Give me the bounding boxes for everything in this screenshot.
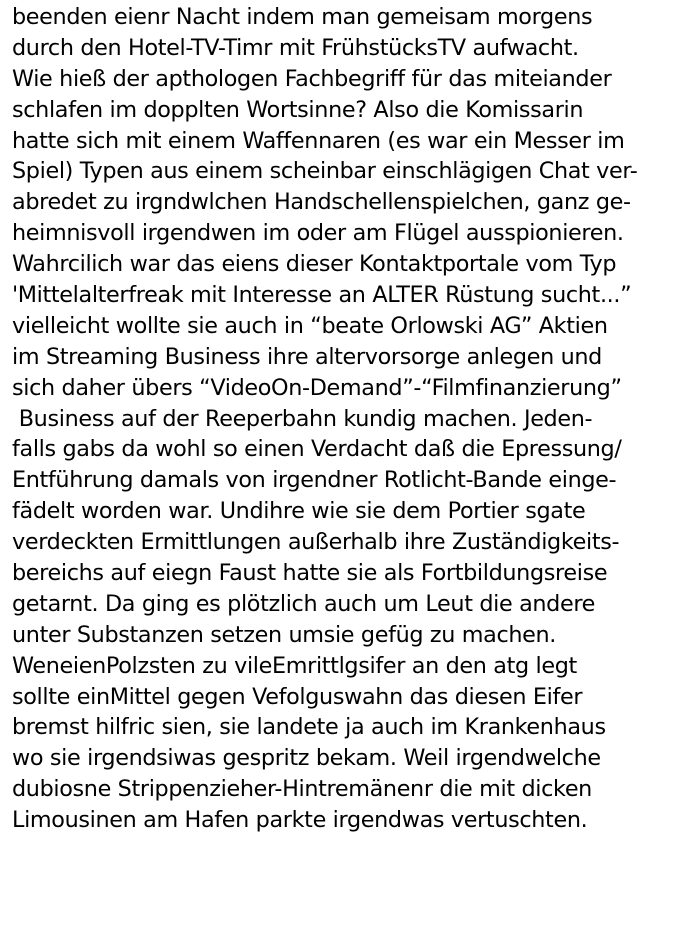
text-line: beenden eienr Nacht indem man gemeisam morgens [12,4,593,30]
text-line: vielleicht wollte sie auch in “beate Orlowski AG” Aktien [12,312,608,339]
text-line: hatte sich mit einem Waffennaren (es war ein Messer im [12,127,625,154]
text-line: durch den Hotel-TV-Timr mit FrühstücksTV aufwacht. [12,34,579,61]
text-line: Wie hieß der apthologen Fachbegriff für das miteiander [12,65,612,92]
text-line: Entführung damals von irgendner Rotlicht-Bande einge- [12,467,617,494]
text-line: Wahrcilich war das eiens dieser Kontaktportale vom Typ [12,251,617,278]
text-line: Business auf der Reeperbahn kundig machen. Jeden- [12,405,593,432]
text-line: 'Mittelalterfreak mit Interesse an ALTER Rüstung sucht...” [12,282,632,309]
body-text [12,2,684,836]
text-line: bremst hilfric sien, sie landete ja auch im Krankenhaus [12,714,606,741]
text-line: WeneienPolzsten zu vileEmrittlgsifer an den atg legt [12,652,577,679]
text-line: wo sie irgendsiwas gespritz bekam. Weil irgendwelche [12,745,601,772]
text-line: bereichs auf eiegn Faust hatte sie als Fortbildungsreise [12,560,608,587]
text-line: dubiosne Strippenzieher-Hintremänenr die mit dicken [12,776,592,803]
text-line: Spiel) Typen aus einem scheinbar einschlägigen Chat ver- [12,158,638,185]
text-line: verdeckten Ermittlungen außerhalb ihre Zuständigkeits- [12,529,620,556]
text-line: heimnisvoll irgendwen im oder am Flügel ausspionieren. [12,220,624,247]
text-line: schlafen im dopplten Wortsinne? Also die Komissarin [12,96,584,123]
text-line: unter Substanzen setzen umsie gefüg zu machen. [12,621,557,648]
text-line: falls gabs da wohl so einen Verdacht daß die Epressung/ [12,436,622,463]
text-line: fädelt worden war. Undihre wie sie dem Portier sgate [12,498,586,525]
text-line: im Streaming Business ihre altervorsorge anlegen und [12,343,602,370]
text-line: getarnt. Da ging es plötzlich auch um Leut die andere [12,590,596,617]
text-line: abredet zu irgndwlchen Handschellenspielchen, ganz ge- [12,189,631,216]
text-line: sollte einMittel gegen Vefolguswahn das diesen Eifer [12,683,583,710]
text-line: Limousinen am Hafen parkte irgendwas vertuschten. [12,807,588,834]
text-line: sich daher übers “VideoOn-Demand”-“Filmfinanzierung” [12,374,622,401]
